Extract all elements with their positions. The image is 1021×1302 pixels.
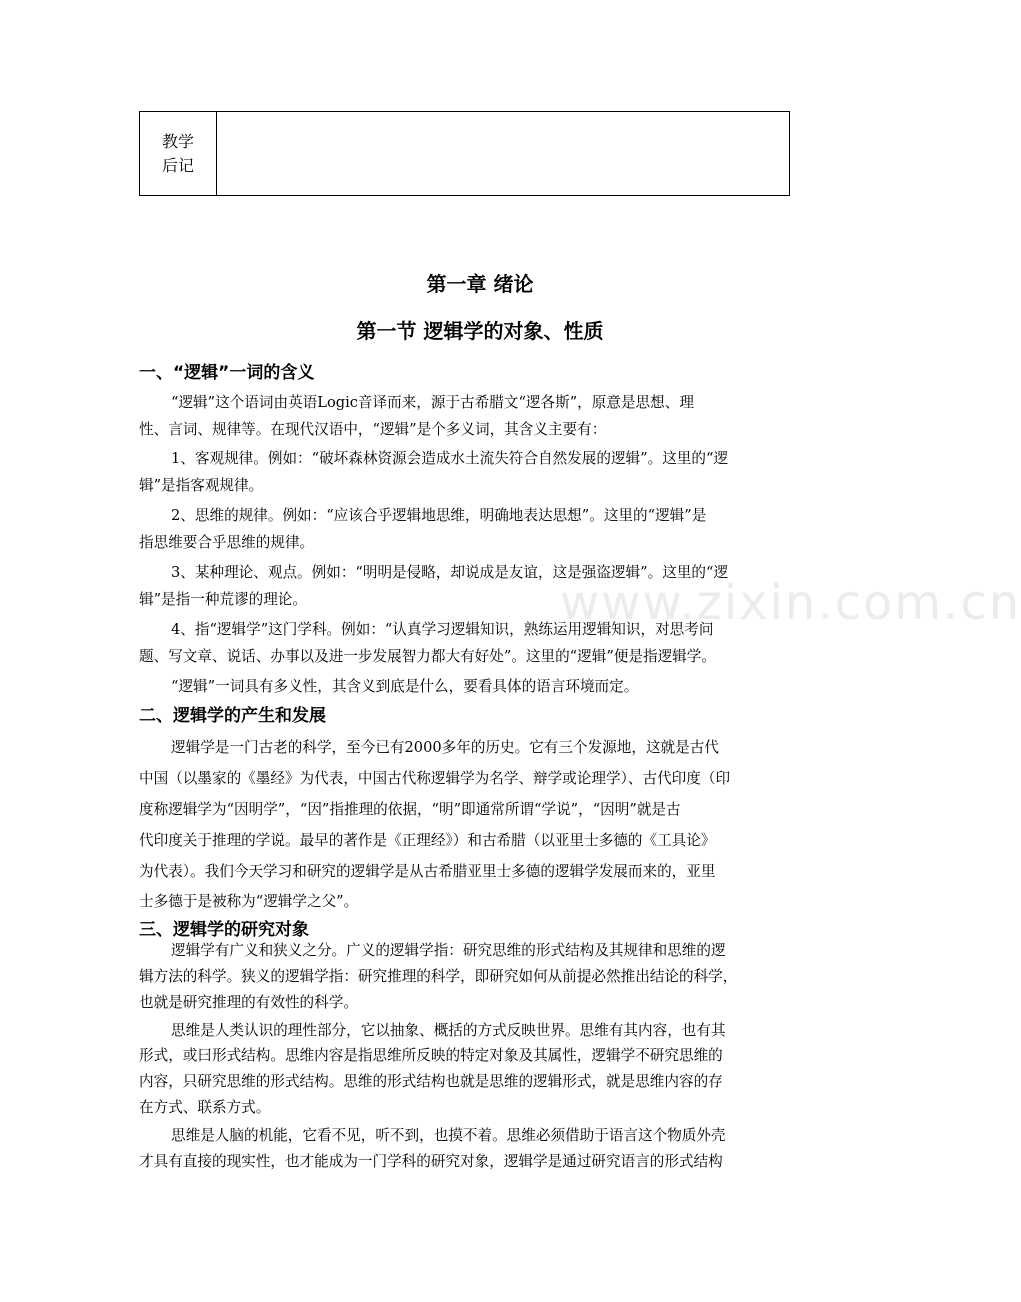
paragraph-line: 内容，只研究思维的形式结构。思维的形式结构也就是思维的逻辑形式，就是思维内容的存	[139, 1073, 723, 1090]
paragraph-line: 题、写文章、说话、办事以及进一步发展智力都大有好处”。这里的“逻辑”便是指逻辑学。	[139, 648, 716, 665]
paragraph-line: 代印度关于推理的学说。最早的著作是《正理经》）和古希腊（以亚里士多德的《工具论》	[139, 832, 716, 849]
paragraph-line: 也就是研究推理的有效性的科学。	[139, 994, 358, 1011]
paragraph-line: “逻辑”这个语词由英语Logic音译而来，源于古希腊文“逻各斯”，原意是思想、理	[171, 394, 694, 411]
paragraph-line: “逻辑”一词具有多义性，其含义到底是什么，要看具体的语言环境而定。	[171, 678, 639, 695]
paragraph-line: 3、某种理论、观点。例如：“明明是侵略，却说成是友谊，这是强盗逻辑”。这里的“逻	[171, 564, 729, 581]
paragraph-line: 中国（以墨家的《墨经》为代表，中国古代称逻辑学为名学、辩学或论理学）、古代印度（印	[139, 770, 731, 787]
paragraph-line: 形式，或曰形式结构。思维内容是指思维所反映的特定对象及其属性，逻辑学不研究思维的	[139, 1047, 723, 1064]
teaching-notes-content	[217, 112, 790, 196]
paragraph-line: 逻辑学有广义和狭义之分。广义的逻辑学指：研究思维的形式结构及其规律和思维的逻	[171, 942, 726, 959]
paragraph-line: 4、指“逻辑学”这门学科。例如：“认真学习逻辑知识，熟练运用逻辑知识，对思考问	[171, 621, 714, 638]
paragraph-line: 士多德于是被称为“逻辑学之父”。	[139, 893, 359, 910]
paragraph-line: 思维是人类认识的理性部分，它以抽象、概括的方式反映世界。思维有其内容，也有其	[171, 1022, 726, 1039]
paragraph-line: 为代表）。我们今天学习和研究的逻辑学是从古希腊亚里士多德的逻辑学发展而来的，亚里	[139, 863, 716, 880]
paragraph-line: 思维是人脑的机能，它看不见，听不到，也摸不着。思维必须借助于语言这个物质外壳	[171, 1127, 726, 1144]
chapter-title: 第一章 绪论	[426, 272, 534, 296]
paragraph-line: 辑”是指客观规律。	[139, 477, 264, 494]
paragraph-line: 指思维要合乎思维的规律。	[139, 534, 315, 551]
notes-label-line1: 教学	[161, 131, 194, 151]
paragraph-line: 性、言词、规律等。在现代汉语中，“逻辑”是个多义词，其含义主要有：	[139, 421, 607, 438]
paragraph-line: 辑方法的科学。狭义的逻辑学指：研究推理的科学，即研究如何从前提必然推出结论的科学，	[139, 968, 738, 985]
heading-logic-research-object: 三、逻辑学的研究对象	[139, 920, 309, 940]
paragraph-line: 1、客观规律。例如：“破坏森林资源会造成水土流失符合自然发展的逻辑”。这里的“逻	[171, 450, 729, 467]
site-watermark: www.zixin.com.cn	[560, 575, 1021, 631]
paragraph-line: 2、思维的规律。例如：“应该合乎逻辑地思维，明确地表达思想”。这里的“逻辑”是	[171, 507, 707, 524]
teaching-notes-table	[139, 111, 790, 196]
paragraph-line: 才具有直接的现实性，也才能成为一门学科的研究对象，逻辑学是通过研究语言的形式结构	[139, 1153, 723, 1170]
teaching-notes-label	[140, 112, 217, 196]
paragraph-line: 度称逻辑学为“因明学”，“因”指推理的依据，“明”即通常所谓“学说”，“因明”就是古	[139, 801, 681, 818]
section-title: 第一节 逻辑学的对象、性质	[356, 319, 604, 343]
paragraph-line: 在方式、联系方式。	[139, 1099, 271, 1116]
heading-logic-development: 二、逻辑学的产生和发展	[139, 706, 326, 726]
paragraph-line: 辑”是指一种荒谬的理论。	[139, 591, 307, 608]
notes-label-line2: 后记	[161, 155, 194, 175]
paragraph-line: 逻辑学是一门古老的科学，至今已有2000多年的历史。它有三个发源地，这就是古代	[171, 739, 719, 756]
heading-logic-meaning: 一、“逻辑”一词的含义	[139, 363, 315, 383]
